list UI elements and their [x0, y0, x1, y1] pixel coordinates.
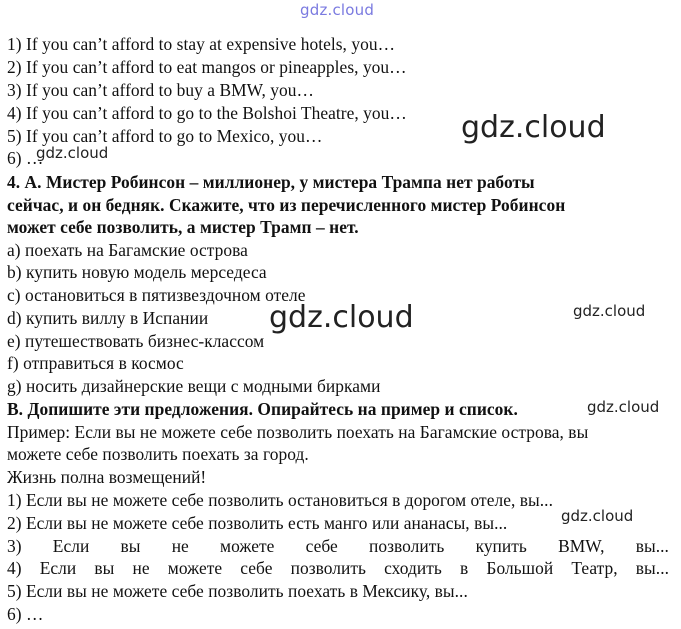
task4-heading-line-1: 4. А. Мистер Робинсон – миллионер, у мистера Трампа нет работы [7, 172, 535, 192]
watermark-small-1: gdz.cloud [36, 144, 109, 162]
item3-word: 3) [7, 536, 22, 556]
item3-word: BMW, [558, 536, 605, 556]
item4-word: вы [94, 558, 115, 578]
item4-word: Театр, [571, 558, 618, 578]
russian-item-1: 1) Если вы не можете себе позволить остановиться в дорогом отеле, вы... [7, 490, 553, 510]
english-item-6: 6) … [7, 148, 44, 168]
watermark-large-2: gdz.cloud [269, 300, 414, 335]
watermark-small-2: gdz.cloud [573, 302, 646, 320]
example-line-1: Пример: Если вы не можете себе позволить поехать на Багамские острова, вы [7, 422, 589, 442]
russian-item-6: 6) … [7, 604, 44, 624]
item4-word: себе [240, 558, 273, 578]
item4-word: можете [167, 558, 223, 578]
item4-word: Большой [486, 558, 554, 578]
russian-item-4 [7, 557, 669, 579]
english-item-2: 2) If you can’t afford to eat mangos or pineapples, you… [7, 57, 407, 77]
item3-word: вы... [635, 536, 669, 556]
option-b: b) купить новую модель мерседеса [7, 262, 267, 282]
option-e: e) путешествовать бизнес-классом [7, 331, 265, 351]
watermark-small-3: gdz.cloud [587, 398, 660, 416]
russian-item-2: 2) Если вы не можете себе позволить есть манго или ананасы, вы... [7, 513, 508, 533]
item3-word: Если [52, 536, 90, 556]
item4-word: Если [39, 558, 77, 578]
task-b-heading: B. Допишите эти предложения. Опирайтесь на пример и список. [7, 399, 518, 419]
option-f: f) отправиться в космос [7, 353, 184, 373]
example-line-2: можете себе позволить поехать за город. [7, 444, 309, 464]
item4-word: в [460, 558, 469, 578]
russian-item-3 [7, 535, 669, 557]
russian-item-5: 5) Если вы не можете себе позволить поехать в Мексику, вы... [7, 581, 468, 601]
task4-heading-line-3: может себе позволить, а мистер Трамп – нет. [7, 217, 359, 237]
watermark-top: gdz.cloud [300, 1, 375, 19]
english-item-1: 1) If you can’t afford to stay at expensive hotels, you… [7, 34, 396, 54]
example-line-3: Жизнь полна возмещений! [7, 467, 207, 487]
item3-word: можете [220, 536, 275, 556]
item3-word: позволить [368, 536, 445, 556]
item4-word: вы... [635, 558, 669, 578]
item4-word: позволить [290, 558, 366, 578]
item3-word: себе [305, 536, 338, 556]
option-d: d) купить виллу в Испании [7, 308, 209, 328]
option-c: c) остановиться в пятизвездочном отеле [7, 285, 306, 305]
english-item-5: 5) If you can’t afford to go to Mexico, you… [7, 126, 323, 146]
item4-word: сходить [384, 558, 442, 578]
watermark-small-4: gdz.cloud [561, 507, 634, 525]
item3-word: вы [120, 536, 141, 556]
english-item-3: 3) If you can’t afford to buy a BMW, you… [7, 80, 314, 100]
item4-word: не [132, 558, 150, 578]
item3-word: купить [475, 536, 527, 556]
watermark-large-1: gdz.cloud [461, 110, 606, 145]
option-g: g) носить дизайнерские вещи с модными бирками [7, 376, 381, 396]
item3-word: не [171, 536, 189, 556]
english-item-4: 4) If you can’t afford to go to the Bolshoi Theatre, you… [7, 103, 407, 123]
item4-word: 4) [7, 558, 22, 578]
option-a: a) поехать на Багамские острова [7, 240, 248, 260]
task4-heading-line-2: сейчас, и он бедняк. Скажите, что из перечисленного мистер Робинсон [7, 195, 566, 215]
